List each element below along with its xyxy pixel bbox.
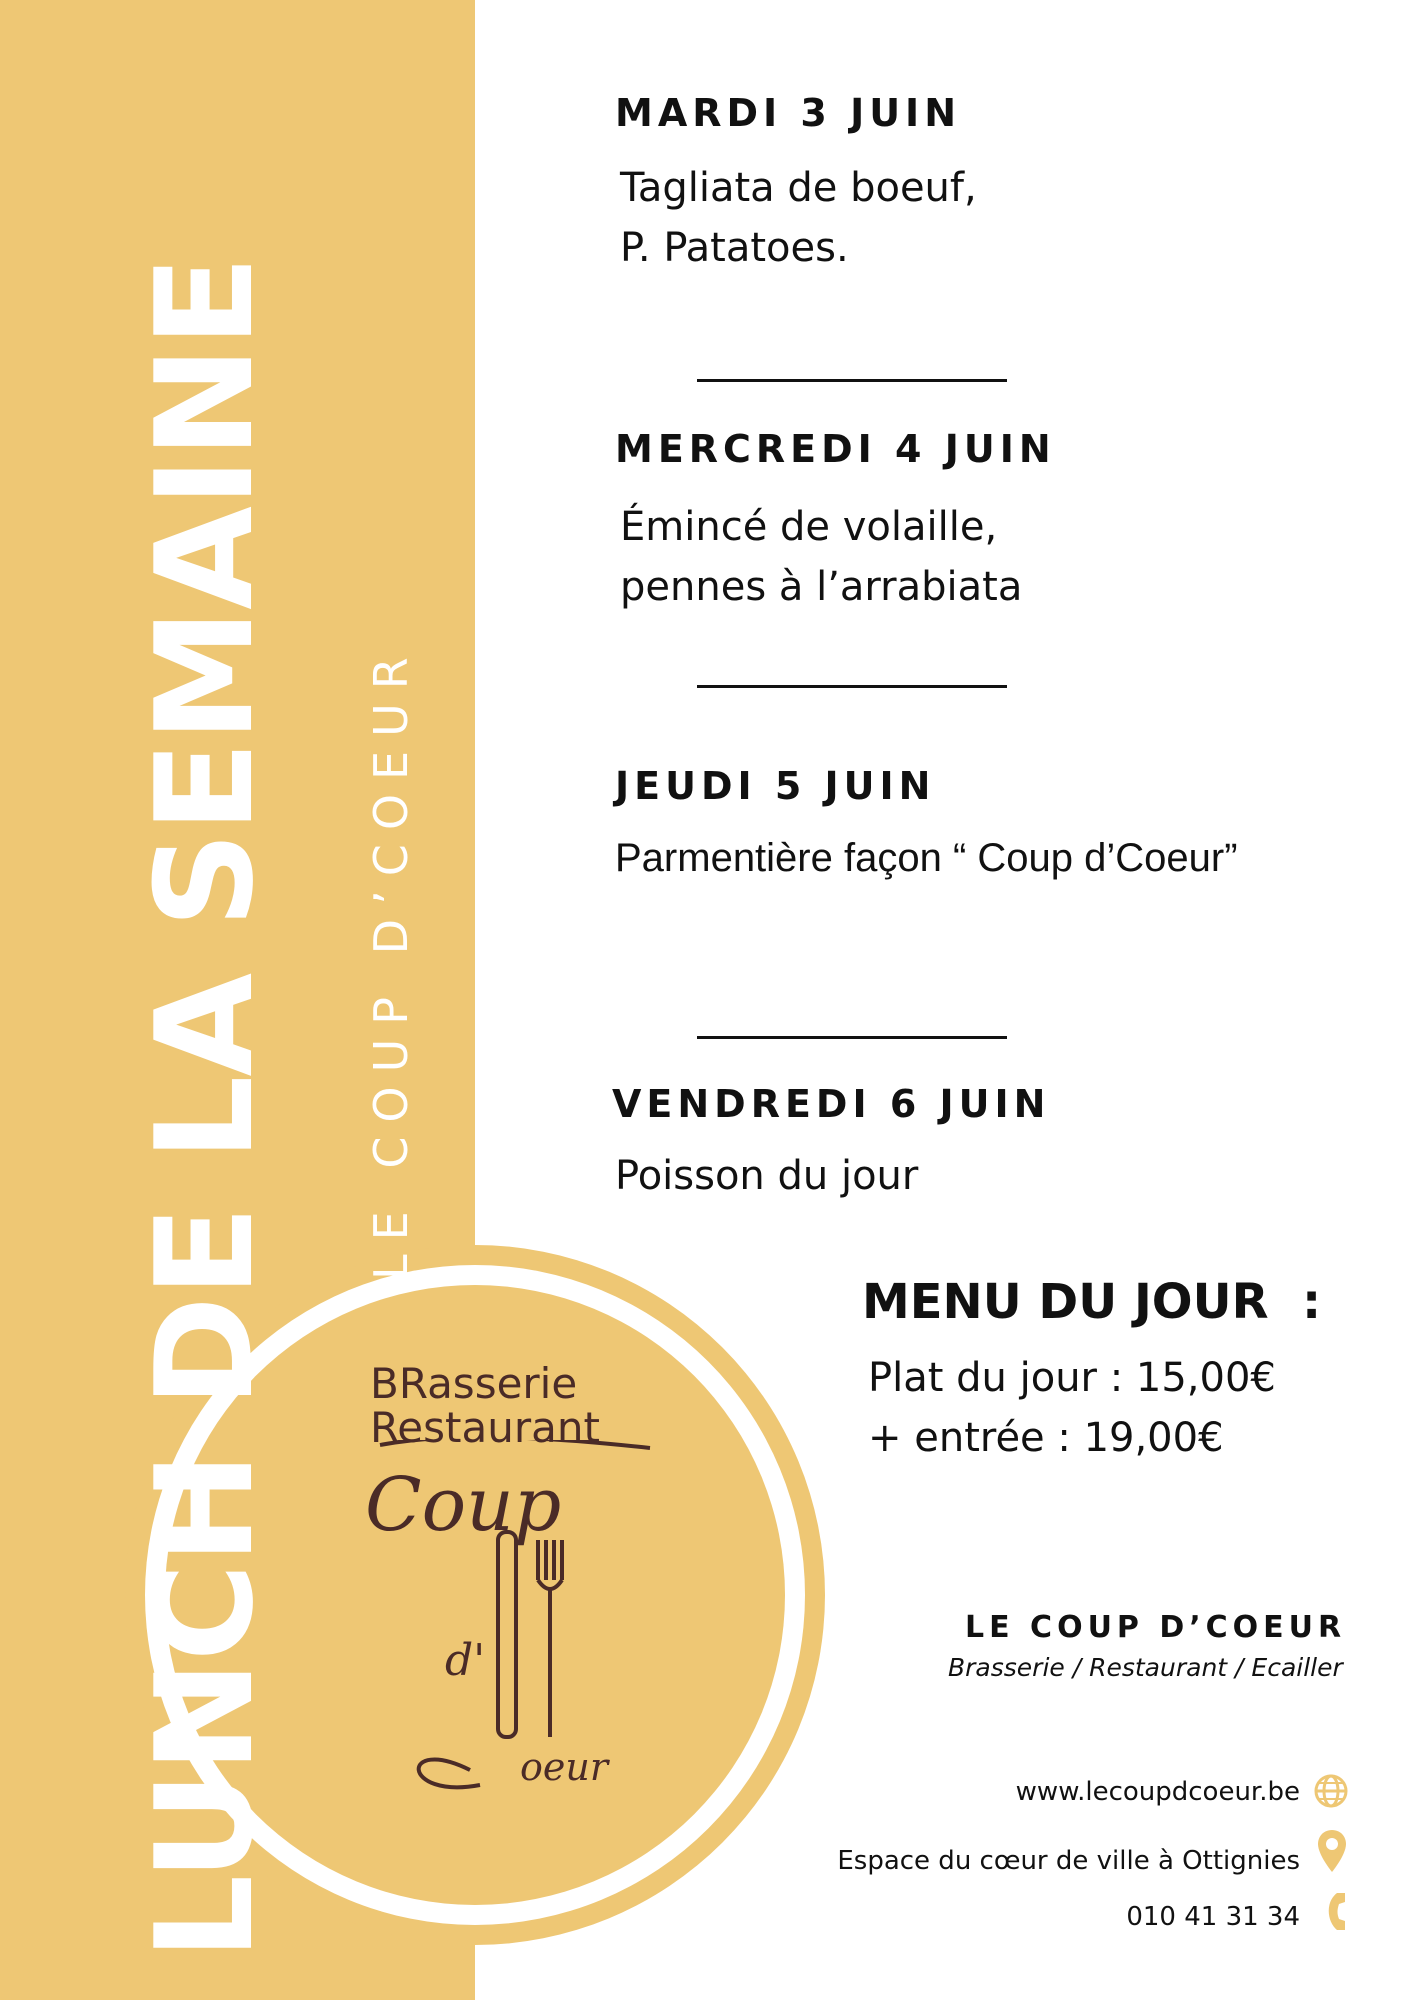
logo-c-swash (419, 1760, 480, 1788)
day-heading-friday: VENDREDI 6 JUIN (612, 1082, 1051, 1126)
divider (697, 685, 1007, 688)
day-heading-wednesday: MERCREDI 4 JUIN (615, 427, 1056, 471)
dish-tuesday (620, 158, 977, 278)
restaurant-subtitle: LE COUP D’COEUR (364, 643, 418, 1280)
dish-line: Parmentière façon “ Coup d’Coeur” (615, 836, 1238, 880)
brand-name: LE COUP D’COEUR (965, 1610, 1347, 1645)
lunch-title: LUNCH DE LA SEMAINE (127, 256, 283, 1960)
price-plat: Plat du jour : 15,00€ (868, 1355, 1276, 1401)
phone-number[interactable]: 010 41 31 34 (1126, 1902, 1300, 1932)
dish-friday (615, 1146, 918, 1206)
divider (697, 379, 1007, 382)
logo-text (370, 1359, 600, 1452)
day-heading-thursday: JEUDI 5 JUIN (615, 764, 936, 808)
logo-line-restaurant: Restaurant (370, 1403, 600, 1452)
logo-script-oeur: oeur (520, 1745, 609, 1789)
price-entree: + entrée : 19,00€ (868, 1415, 1224, 1461)
brand-tagline: Brasserie / Restaurant / Ecailler (948, 1653, 1343, 1682)
dish-thursday (615, 828, 1238, 888)
address-text: Espace du cœur de ville à Ottignies (837, 1846, 1300, 1876)
phone-icon (1317, 1890, 1351, 1932)
logo-knife (498, 1532, 516, 1737)
day-heading-tuesday: MARDI 3 JUIN (615, 91, 962, 135)
website-link[interactable]: www.lecoupdcoeur.be (1015, 1777, 1300, 1807)
menu-du-jour-title: MENU DU JOUR : (862, 1274, 1322, 1330)
logo-line-brasserie: BRasserie (370, 1359, 578, 1408)
dish-line: P. Patatoes. (620, 225, 849, 271)
logo-script-d: d' (445, 1635, 486, 1686)
logo-script-coup: Coup (365, 1462, 562, 1548)
dish-line: Émincé de volaille, (620, 504, 998, 550)
logo-cutlery-icon (360, 1440, 660, 1820)
location-pin-icon (1316, 1828, 1348, 1874)
divider (697, 1036, 1007, 1039)
globe-icon (1312, 1772, 1350, 1810)
dish-line: Tagliata de boeuf, (620, 165, 977, 211)
logo-fork (538, 1540, 562, 1737)
dish-line: pennes à l’arrabiata (620, 564, 1023, 610)
dish-wednesday (620, 497, 1022, 617)
logo-swash (380, 1440, 650, 1448)
dish-line: Poisson du jour (615, 1153, 919, 1199)
